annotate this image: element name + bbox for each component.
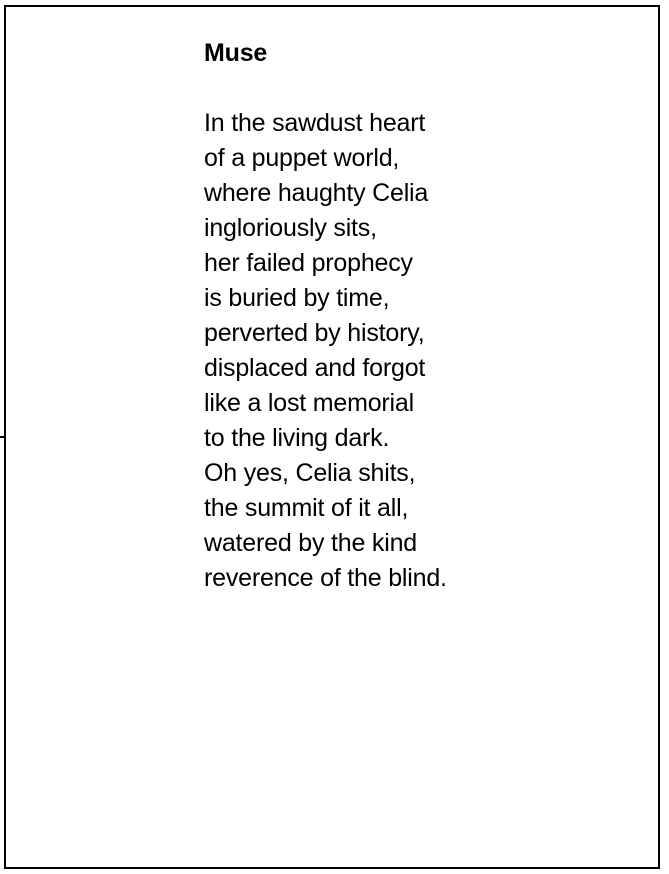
margin-tick-mark	[0, 436, 6, 438]
poem-line: is buried by time,	[204, 284, 390, 312]
poem-line: to the living dark.	[204, 424, 390, 452]
poem-line: reverence of the blind.	[204, 564, 447, 592]
poem-line: ingloriously sits,	[204, 214, 377, 242]
poem-body	[204, 106, 447, 596]
poem-title: Muse	[204, 39, 268, 67]
poem-line: the summit of it all,	[204, 494, 409, 522]
poem-line: like a lost memorial	[204, 389, 414, 417]
poem-line: of a puppet world,	[204, 144, 400, 172]
poem-line: In the sawdust heart	[204, 109, 426, 137]
poem-line: Oh yes, Celia shits,	[204, 459, 416, 487]
poem-line: perverted by history,	[204, 319, 425, 347]
poem	[204, 36, 447, 596]
poem-line: where haughty Celia	[204, 179, 429, 207]
poem-line: watered by the kind	[204, 529, 417, 557]
poem-line: her failed prophecy	[204, 249, 413, 277]
poem-line: displaced and forgot	[204, 354, 426, 382]
